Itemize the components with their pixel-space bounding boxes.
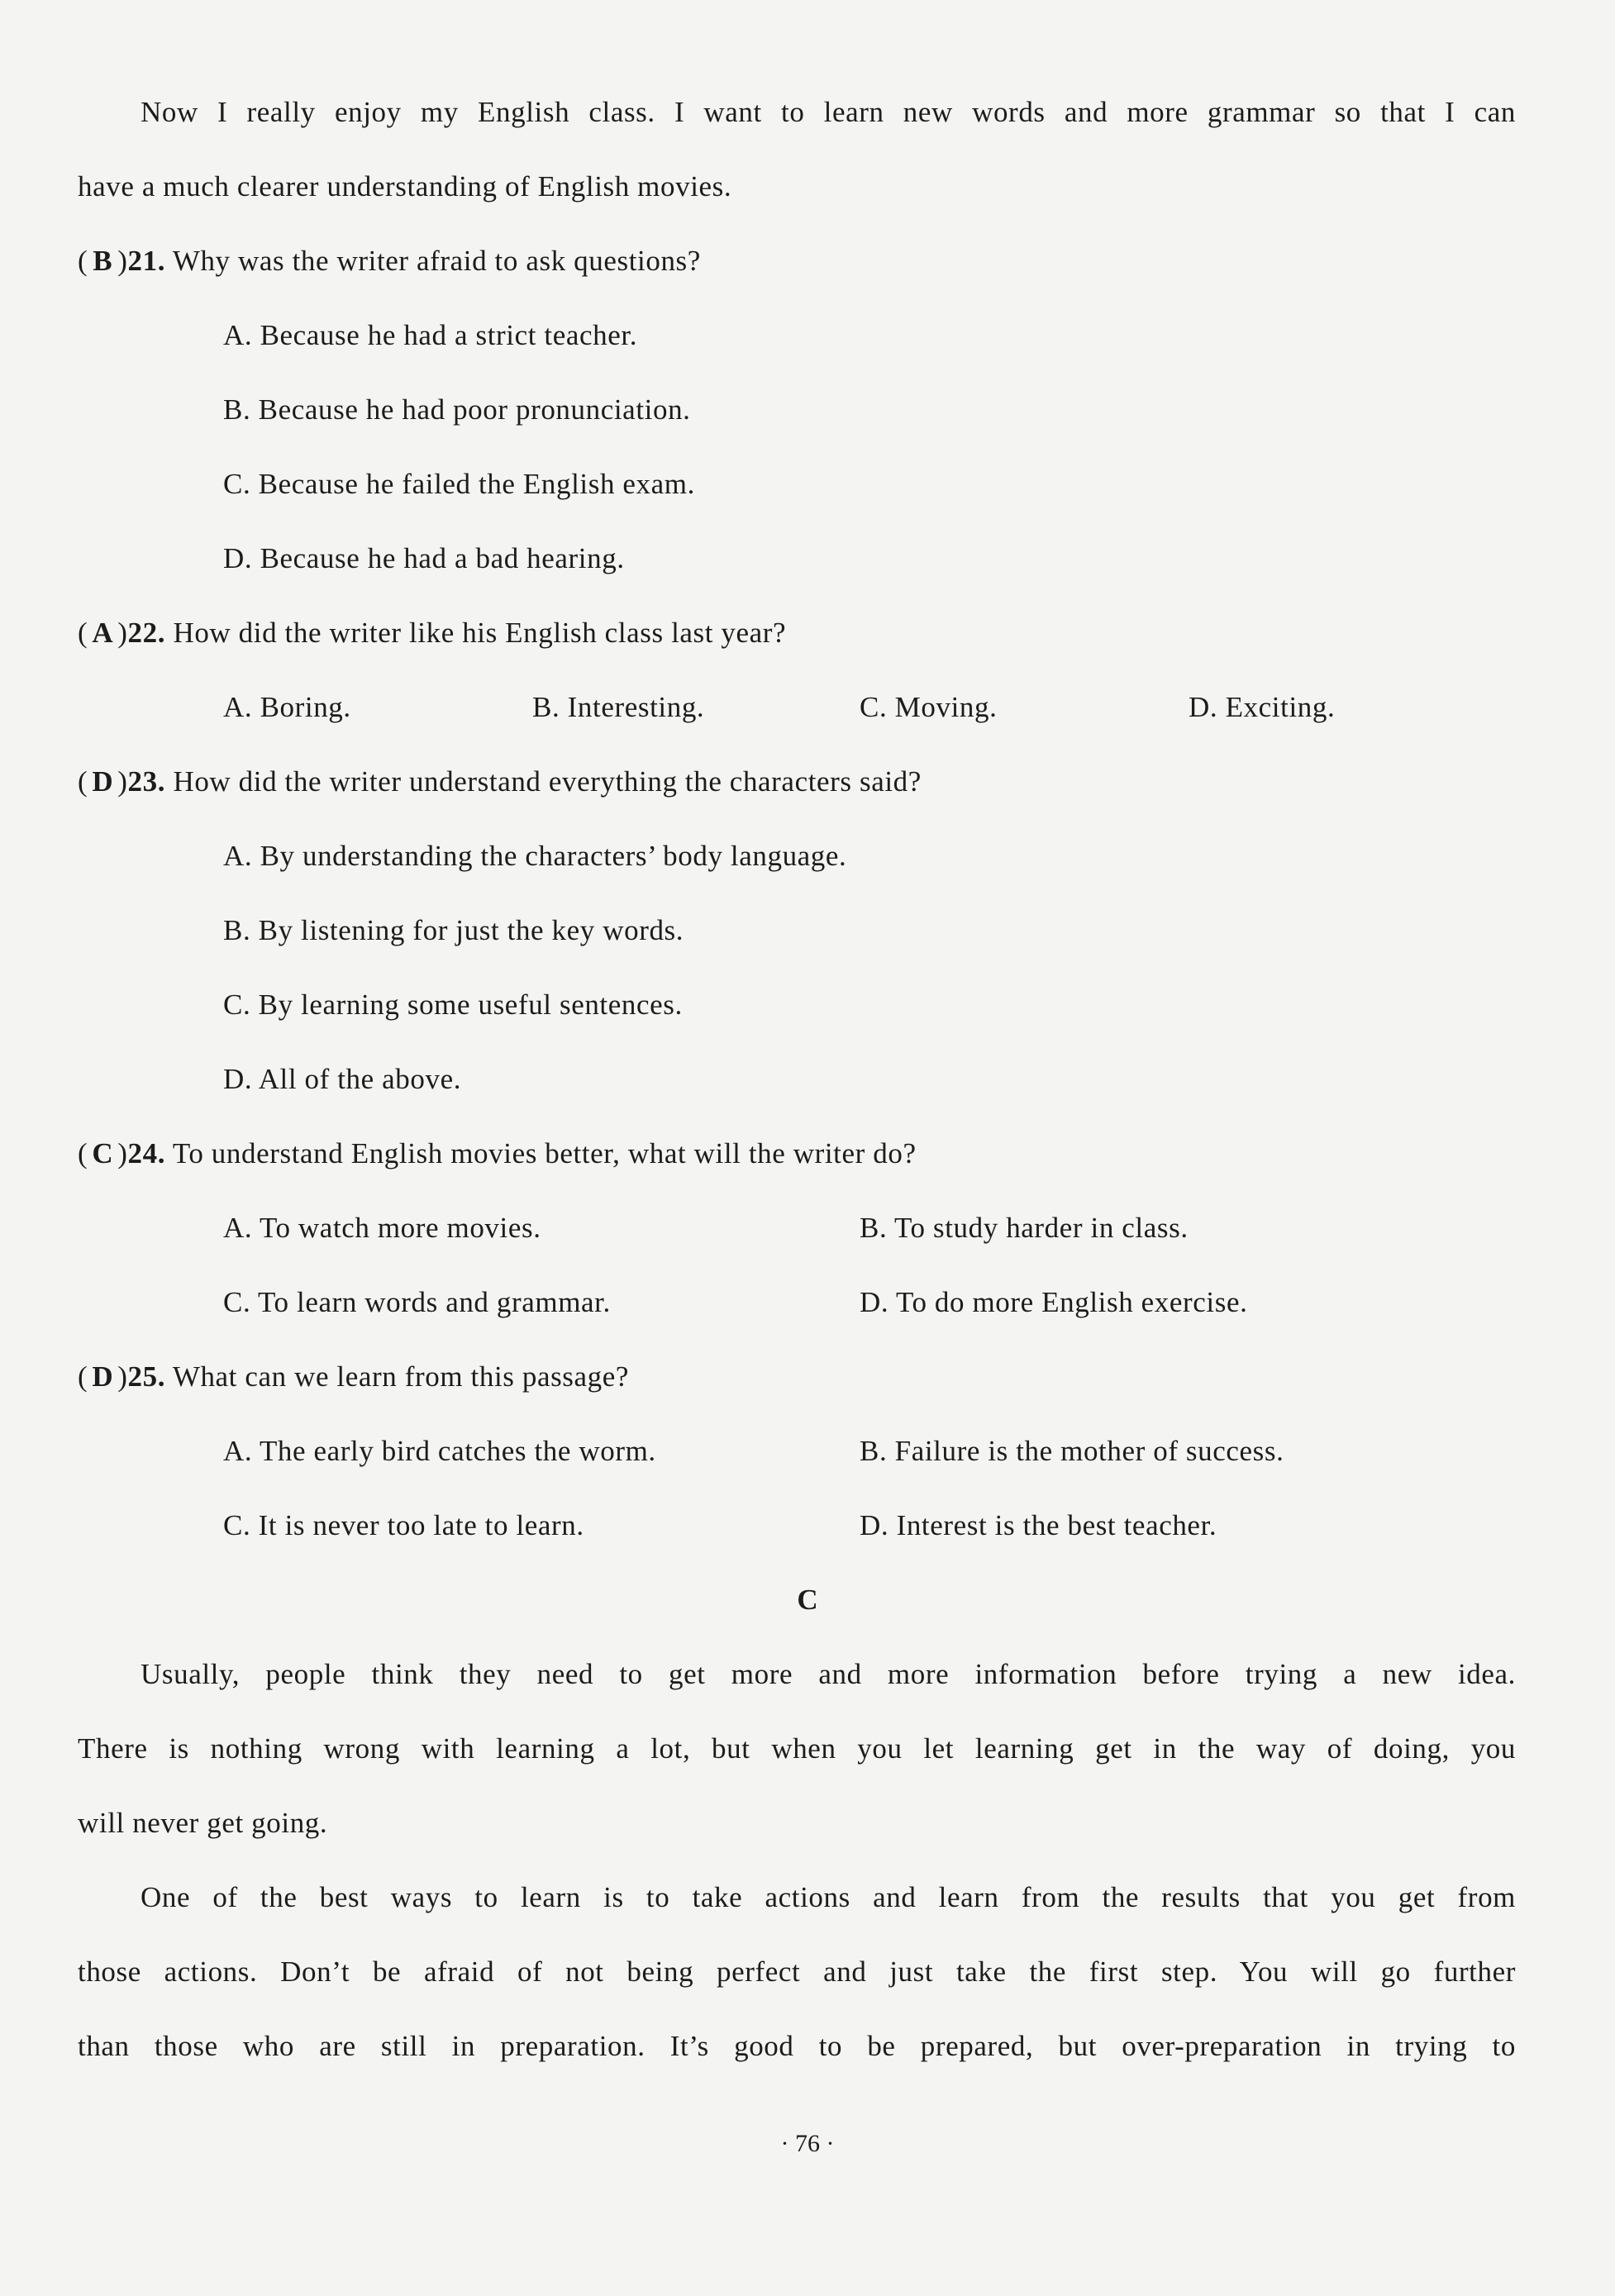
option-24-c: C. To learn words and grammar. <box>223 1286 611 1318</box>
question-number-22: 22. <box>127 617 166 649</box>
section-c-p2-line-3: than those who are still in preparation. It’s good to be prepared, but over-preparation in trying to <box>78 2030 1516 2062</box>
option-25-b: B. Failure is the mother of success. <box>860 1435 1284 1467</box>
section-c-p2-line-1: One of the best ways to learn is to take actions and learn from the results that you get from <box>141 1881 1516 1913</box>
section-heading-c: C <box>797 1584 818 1616</box>
question-25: ( D )25. What can we learn from this passage? <box>78 1359 629 1395</box>
question-number-24: 24. <box>127 1137 166 1169</box>
option-22-b: B. Interesting. <box>532 691 705 723</box>
question-text-21: Why was the writer afraid to ask questions? <box>172 245 701 277</box>
option-23-d: D. All of the above. <box>223 1063 462 1095</box>
section-c-p1-line-2: There is nothing wrong with learning a lot, but when you let learning get in the way of doing, you <box>78 1732 1516 1765</box>
intro-line-1: Now I really enjoy my English class. I want to learn new words and more grammar so that I can <box>141 96 1516 128</box>
question-number-25: 25. <box>127 1360 166 1393</box>
answer-21: B <box>93 245 113 277</box>
option-25-c: C. It is never too late to learn. <box>223 1509 584 1541</box>
section-c-p1-line-3: will never get going. <box>78 1807 328 1839</box>
question-text-24: To understand English movies better, what will the writer do? <box>172 1137 917 1169</box>
option-21-b: B. Because he had poor pronunciation. <box>223 393 691 426</box>
option-21-c: C. Because he failed the English exam. <box>223 468 695 500</box>
answer-24: C <box>92 1137 114 1169</box>
question-number-23: 23. <box>127 765 166 798</box>
section-c-p1-line-1: Usually, people think they need to get more and more information before trying a new idea. <box>141 1658 1516 1690</box>
question-text-23: How did the writer understand everything the characters said? <box>173 765 922 798</box>
answer-22: A <box>92 617 114 649</box>
intro-line-2: have a much clearer understanding of English movies. <box>78 170 732 202</box>
option-22-d: D. Exciting. <box>1189 691 1336 723</box>
question-text-25: What can we learn from this passage? <box>172 1360 630 1393</box>
question-number-21: 21. <box>127 245 166 277</box>
question-24: ( C )24. To understand English movies better, what will the writer do? <box>78 1136 917 1172</box>
option-23-c: C. By learning some useful sentences. <box>223 988 683 1021</box>
option-21-d: D. Because he had a bad hearing. <box>223 542 625 574</box>
option-23-b: B. By listening for just the key words. <box>223 914 684 946</box>
option-22-a: A. Boring. <box>223 691 351 723</box>
answer-23: D <box>92 765 114 798</box>
option-25-a: A. The early bird catches the worm. <box>223 1435 656 1467</box>
question-22: ( A )22. How did the writer like his English class last year? <box>78 615 786 651</box>
option-25-d: D. Interest is the best teacher. <box>860 1509 1217 1541</box>
option-23-a: A. By understanding the characters’ body language. <box>223 840 847 872</box>
question-21: ( B )21. Why was the writer afraid to ask questions? <box>78 243 701 279</box>
option-21-a: A. Because he had a strict teacher. <box>223 319 638 351</box>
answer-25: D <box>92 1360 114 1393</box>
option-24-b: B. To study harder in class. <box>860 1212 1189 1244</box>
page-number: · 76 · <box>780 2130 835 2157</box>
option-22-c: C. Moving. <box>860 691 998 723</box>
question-23: ( D )23. How did the writer understand everything the characters said? <box>78 764 922 800</box>
option-24-d: D. To do more English exercise. <box>860 1286 1248 1318</box>
section-c-p2-line-2: those actions. Don’t be afraid of not being perfect and just take the first step. You will go further <box>78 1955 1516 1988</box>
option-24-a: A. To watch more movies. <box>223 1212 541 1244</box>
question-text-22: How did the writer like his English class last year? <box>173 617 787 649</box>
